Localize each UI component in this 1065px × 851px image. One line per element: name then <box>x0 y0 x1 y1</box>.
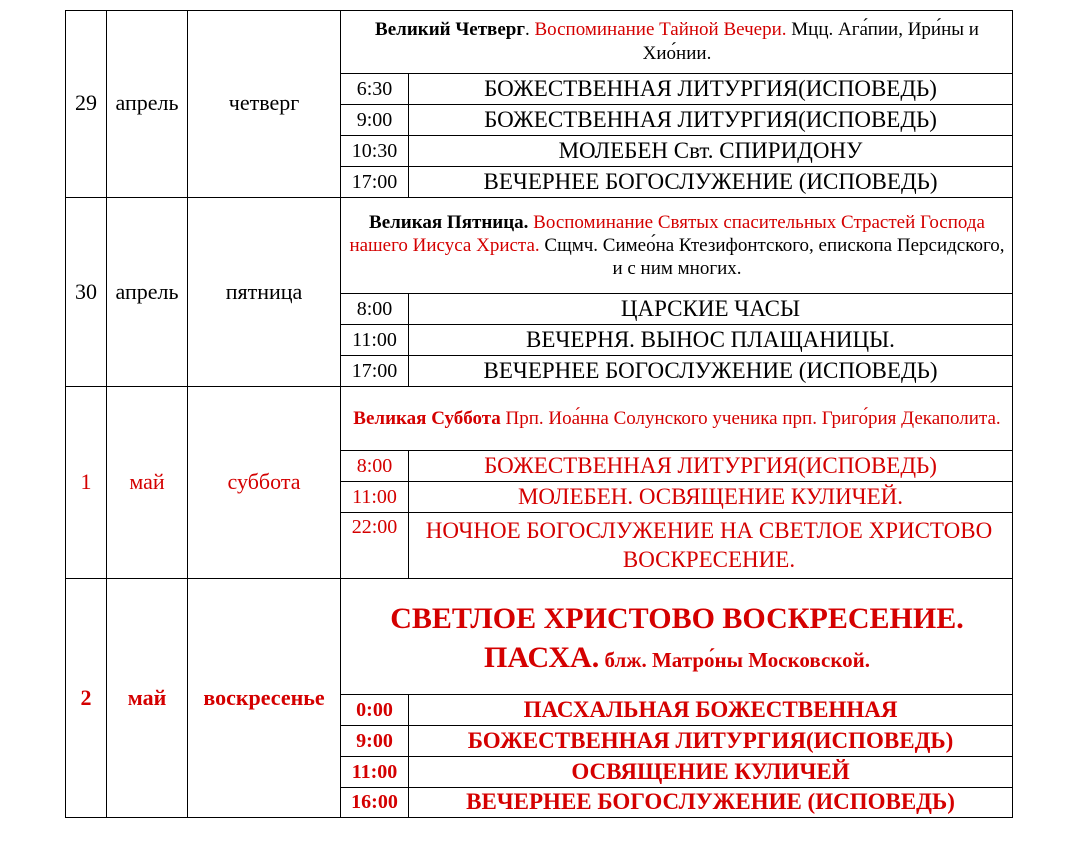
feast-title: Великий Четверг <box>375 19 525 41</box>
service-time: 17:00 <box>351 359 398 382</box>
schedule-table <box>65 10 1013 818</box>
service-name: ЦАРСКИЕ ЧАСЫ <box>620 295 801 321</box>
feast-commemoration: Воспоминание Тайной Вечери. <box>534 19 787 41</box>
day-month: апрель <box>115 90 179 116</box>
service-time: 6:30 <box>356 77 393 100</box>
day-weekday: пятница <box>225 278 303 304</box>
feast-commemoration: Прп. Иоа́нна Солунского ученика прп. Григо́рия Декаполита. <box>505 407 1001 429</box>
day-month: май <box>127 684 167 710</box>
feast-title: Великая Пятница. <box>369 211 529 233</box>
service-name: БОЖЕСТВЕННАЯ ЛИТУРГИЯ(ИСПОВЕДЬ) <box>484 75 937 101</box>
service-name: НОЧНОЕ БОГОСЛУЖЕНИЕ НА СВЕТЛОЕ ХРИСТОВО ВОСКРЕСЕНИЕ. <box>425 518 993 572</box>
service-time: 8:00 <box>356 454 393 477</box>
table-border-bottom <box>65 817 1013 818</box>
feast-saints: Мцц. Ага́пии, Ири́ны и Хио́нии. <box>642 19 979 64</box>
service-name: БОЖЕСТВЕННАЯ ЛИТУРГИЯ(ИСПОВЕДЬ) <box>467 727 954 753</box>
day-header <box>345 585 1009 690</box>
day-number: 2 <box>80 684 92 710</box>
day-header <box>345 10 1009 73</box>
service-name: ПАСХАЛЬНАЯ БОЖЕСТВЕННАЯ <box>523 696 898 722</box>
feast-subtitle: ПАСХА. <box>484 640 600 674</box>
feast-saints: Сщмч. Симео́на Ктезифонтского, епископа Персидского, и с ним многих. <box>539 234 1005 280</box>
service-name: ВЕЧЕРНЕЕ БОГОСЛУЖЕНИЕ (ИСПОВЕДЬ) <box>483 357 938 383</box>
service-time: 17:00 <box>351 170 398 193</box>
service-time: 0:00 <box>356 698 393 721</box>
service-time: 16:00 <box>351 791 398 814</box>
service-time: 9:00 <box>356 729 393 752</box>
day-month: апрель <box>115 278 179 304</box>
day-number: 30 <box>75 278 97 304</box>
day-number: 29 <box>75 90 97 116</box>
day-number: 1 <box>80 469 92 495</box>
feast-title: Великая Суббота <box>353 407 501 429</box>
service-time: 11:00 <box>352 328 397 351</box>
service-time: 11:00 <box>351 760 398 783</box>
service-name: ОСВЯЩЕНИЕ КУЛИЧЕЙ <box>571 758 850 784</box>
service-time: 11:00 <box>352 485 397 508</box>
service-name: ВЕЧЕРНЕЕ БОГОСЛУЖЕНИЕ (ИСПОВЕДЬ) <box>466 789 955 815</box>
day-weekday: воскресенье <box>203 684 325 710</box>
service-name: ВЕЧЕРНЕЕ БОГОСЛУЖЕНИЕ (ИСПОВЕДЬ) <box>483 168 938 194</box>
service-name: БОЖЕСТВЕННАЯ ЛИТУРГИЯ(ИСПОВЕДЬ) <box>484 452 937 478</box>
day-weekday: суббота <box>227 469 301 495</box>
service-name: ВЕЧЕРНЯ. ВЫНОС ПЛАЩАНИЦЫ. <box>526 326 895 352</box>
day-month: май <box>129 469 165 495</box>
service-time: 10:30 <box>351 139 398 162</box>
service-name: БОЖЕСТВЕННАЯ ЛИТУРГИЯ(ИСПОВЕДЬ) <box>484 106 937 132</box>
table-border-right <box>1012 10 1013 818</box>
day-header <box>345 387 1009 450</box>
feast-commemoration: Воспоминание Святых спасительных Страстей Господа нашего Иисуса Христа. <box>349 211 985 256</box>
day-header <box>345 198 1009 293</box>
service-time: 8:00 <box>356 297 393 320</box>
day-weekday: четверг <box>228 90 300 116</box>
feast-separator: . <box>524 19 535 41</box>
feast-title: СВЕТЛОЕ ХРИСТОВО ВОСКРЕСЕНИЕ. <box>390 601 964 635</box>
service-name: МОЛЕБЕН. ОСВЯЩЕНИЕ КУЛИЧЕЙ. <box>517 483 904 509</box>
service-time: 9:00 <box>356 108 393 131</box>
service-name: МОЛЕБЕН Свт. СПИРИДОНУ <box>558 137 863 163</box>
feast-saints: блж. Матро́ны Московской. <box>599 647 870 672</box>
service-time: 22:00 <box>351 516 398 538</box>
